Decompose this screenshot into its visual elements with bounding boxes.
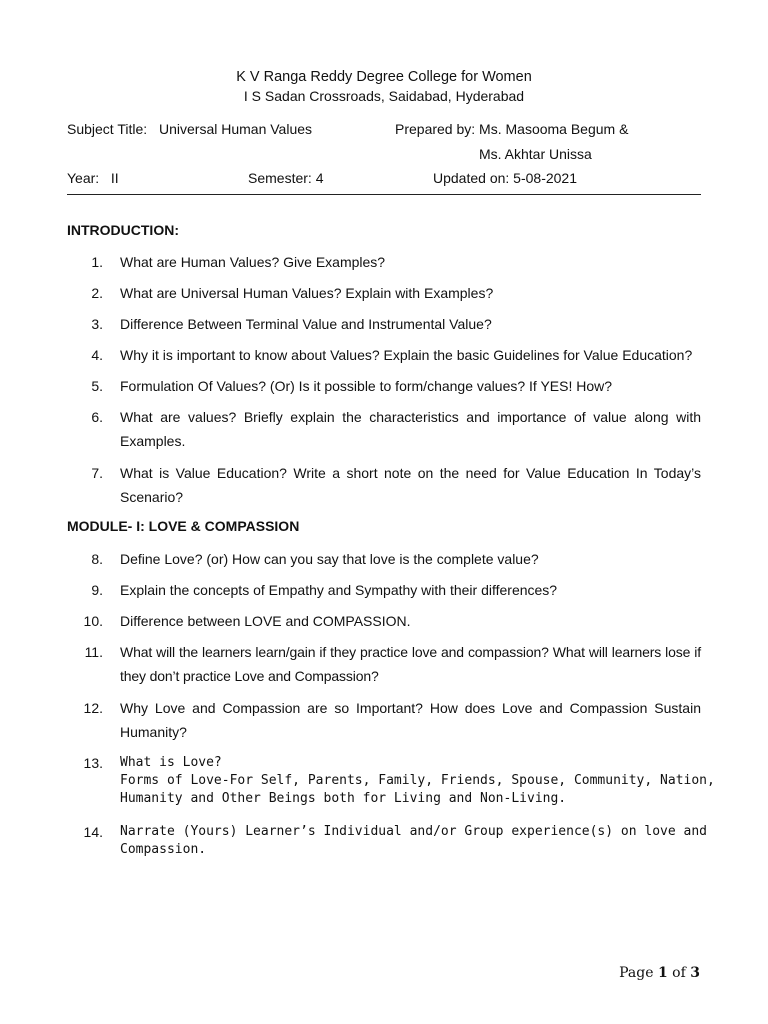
question-text: Why Love and Compassion are so Important? How does Love and Compassion Sustain Humanity? xyxy=(120,700,701,740)
question-number: 12. xyxy=(83,700,103,716)
college-address: I S Sadan Crossroads, Saidabad, Hyderabad xyxy=(243,88,525,104)
question-text: Define Love? (or) How can you say that love is the complete value? xyxy=(120,551,539,567)
question-text: What are Universal Human Values? Explain with Examples? xyxy=(120,285,494,301)
semester-field: Semester: 4 xyxy=(248,170,324,186)
page-word: Page xyxy=(619,965,654,981)
question-line: Narrate (Yours) Learner’s Individual and/or Group experience(s) on love and xyxy=(120,824,707,839)
intro-heading: INTRODUCTION: xyxy=(67,222,179,238)
year-field: Year: II xyxy=(67,170,119,186)
question-number: 4. xyxy=(91,347,103,363)
updated-on-field: Updated on: 5-08-2021 xyxy=(433,170,577,186)
question-number: 14. xyxy=(83,824,103,840)
question-text: Formulation Of Values? (Or) Is it possible to form/change values? If YES! How? xyxy=(120,378,613,394)
question-text xyxy=(120,754,715,808)
question-text: What will the learners learn/gain if they practice love and compassion? What will learners lose if they don’t practice Love and Compassion? xyxy=(120,644,701,684)
subject-label: Subject Title: xyxy=(67,121,148,137)
question-number: 11. xyxy=(84,644,103,660)
question-number: 10. xyxy=(83,613,103,629)
question-line: What is Love? xyxy=(120,755,222,770)
question-number: 9. xyxy=(91,582,103,598)
page-current: 1 xyxy=(657,965,668,981)
question-text: What are Human Values? Give Examples? xyxy=(120,254,386,270)
college-name: K V Ranga Reddy Degree College for Women xyxy=(236,69,532,85)
prepared-by: Prepared by: Ms. Masooma Begum & xyxy=(395,121,629,137)
page-number xyxy=(619,965,700,981)
question-text: What is Value Education? Write a short note on the need for Value Education In Today’s Scenario? xyxy=(120,465,701,505)
question-text: What are values? Briefly explain the characteristics and importance of value along with Examples. xyxy=(120,409,701,449)
question-number: 5. xyxy=(91,378,103,394)
question-number: 1. xyxy=(91,254,103,270)
question-number: 2. xyxy=(91,285,103,301)
question-line: Compassion. xyxy=(120,842,207,857)
page-total: 3 xyxy=(690,965,700,981)
question-line: Humanity and Other Beings both for Living and Non-Living. xyxy=(120,791,567,806)
subject-value: Universal Human Values xyxy=(159,121,313,137)
question-text: Why it is important to know about Values? Explain the basic Guidelines for Value Education? xyxy=(120,347,693,363)
module-heading: MODULE- I: LOVE & COMPASSION xyxy=(67,518,300,534)
question-text xyxy=(120,823,707,859)
question-number: 13. xyxy=(83,755,103,771)
question-number: 6. xyxy=(91,409,103,425)
of-word: of xyxy=(672,965,686,981)
question-text: Difference between LOVE and COMPASSION. xyxy=(120,613,411,629)
question-number: 7. xyxy=(91,465,103,481)
question-number: 3. xyxy=(91,316,103,332)
question-line: Forms of Love-For Self, Parents, Family, Friends, Spouse, Community, Nation, xyxy=(120,773,715,788)
prepared-by-second: Ms. Akhtar Unissa xyxy=(479,146,592,162)
header-divider xyxy=(67,194,701,195)
question-number: 8. xyxy=(91,551,103,567)
question-text: Explain the concepts of Empathy and Sympathy with their differences? xyxy=(120,582,558,598)
question-text: Difference Between Terminal Value and Instrumental Value? xyxy=(120,316,492,332)
